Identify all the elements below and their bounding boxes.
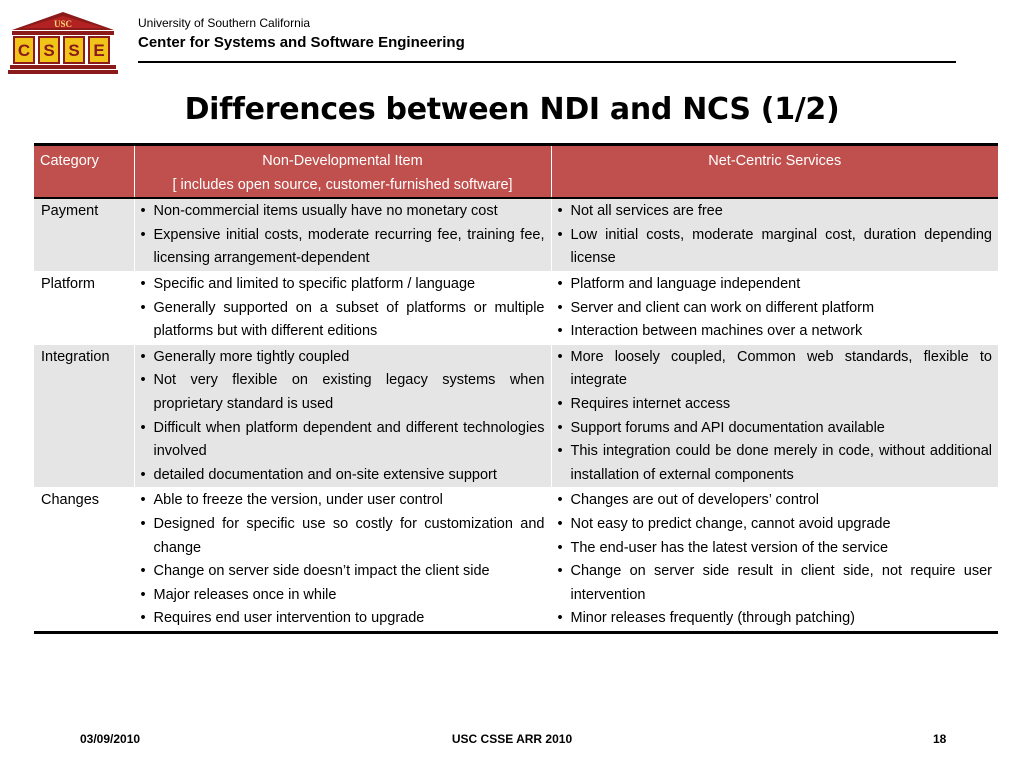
header-ncs: Net-Centric Services xyxy=(551,145,998,199)
ncs-cell xyxy=(551,271,998,344)
category-cell: Payment xyxy=(41,203,99,220)
svg-text:E: E xyxy=(93,41,105,60)
ncs-bullet-list xyxy=(558,200,993,271)
bullet-item: • Not all services are free xyxy=(558,200,993,224)
table-row xyxy=(34,488,998,633)
ndi-bullet-list xyxy=(141,200,545,271)
ncs-cell xyxy=(551,488,998,633)
slide-title: Differences between NDI and NCS (1/2) xyxy=(184,92,840,127)
footer-page-number: 18 xyxy=(933,732,947,746)
footer-title: USC CSSE ARR 2010 xyxy=(451,732,573,746)
bullet-item: • Designed for specific use so costly for customization and change xyxy=(141,513,545,560)
header-ndi-line2: [ includes open source, customer-furnished software] xyxy=(172,176,513,193)
ncs-cell xyxy=(551,344,998,488)
header-category: Category xyxy=(40,153,99,169)
bullet-item: • detailed documentation and on-site extensive support xyxy=(141,464,545,488)
bullet-item: • Non-commercial items usually have no monetary cost xyxy=(141,200,545,224)
university-name: University of Southern California xyxy=(138,16,311,30)
bullet-item: • Support forums and API documentation available xyxy=(558,417,993,441)
ncs-bullet-list xyxy=(558,489,993,631)
svg-text:S: S xyxy=(68,41,80,60)
header xyxy=(138,16,465,51)
bullet-item: • This integration could be done merely in code, without additional installation of external components xyxy=(558,440,993,487)
ndi-bullet-list xyxy=(141,489,545,631)
bullet-item: • Expensive initial costs, moderate recurring fee, training fee, licensing arrangement-dependent xyxy=(141,224,545,271)
category-cell: Integration xyxy=(41,348,110,365)
bullet-item: • Generally more tightly coupled xyxy=(141,346,545,370)
ndi-bullet-list xyxy=(141,273,545,344)
table-row xyxy=(34,198,998,271)
center-name: Center for Systems and Software Engineering xyxy=(138,34,465,51)
svg-text:USC: USC xyxy=(53,19,73,29)
svg-text:S: S xyxy=(43,41,55,60)
table-row xyxy=(34,344,998,488)
ndi-cell xyxy=(134,488,551,633)
bullet-item: • Minor releases frequently (through patching) xyxy=(558,607,993,631)
bullet-item: • Specific and limited to specific platform / language xyxy=(141,273,545,297)
ndi-cell xyxy=(134,271,551,344)
category-cell: Platform xyxy=(41,275,95,292)
csse-logo xyxy=(8,10,118,76)
bullet-item: • Requires end user intervention to upgrade xyxy=(141,607,545,631)
category-cell: Changes xyxy=(41,492,100,509)
ndi-cell xyxy=(134,344,551,488)
bullet-item: • Interaction between machines over a network xyxy=(558,320,993,344)
bullet-item: • Change on server side doesn’t impact the client side xyxy=(141,560,545,584)
bullet-item: • Major releases once in while xyxy=(141,584,545,608)
bullet-item: • Change on server side result in client side, not require user intervention xyxy=(558,560,993,607)
table-header-row xyxy=(34,145,998,199)
ncs-bullet-list xyxy=(558,273,993,344)
bullet-item: • More loosely coupled, Common web standards, flexible to integrate xyxy=(558,346,993,393)
bullet-item: • Low initial costs, moderate marginal cost, duration depending license xyxy=(558,224,993,271)
svg-text:C: C xyxy=(17,41,31,60)
header-ndi-line1: Non-Developmental Item xyxy=(262,153,423,169)
bullet-item: • Not easy to predict change, cannot avoid upgrade xyxy=(558,513,993,537)
bullet-item: • Platform and language independent xyxy=(558,273,993,297)
bullet-item: • Requires internet access xyxy=(558,393,993,417)
bullet-item: • Server and client can work on different platform xyxy=(558,297,993,321)
ndi-cell xyxy=(134,198,551,271)
bullet-item: • Generally supported on a subset of platforms or multiple platforms but with different editions xyxy=(141,297,545,344)
header-ndi xyxy=(134,145,551,199)
bullet-item: • Difficult when platform dependent and different technologies involved xyxy=(141,417,545,464)
comparison-table xyxy=(34,143,998,634)
ncs-bullet-list xyxy=(558,346,993,488)
bullet-item: • Able to freeze the version, under user control xyxy=(141,489,545,513)
bullet-item: • Not very flexible on existing legacy systems when proprietary standard is used xyxy=(141,369,545,416)
ncs-cell xyxy=(551,198,998,271)
bullet-item: • Changes are out of developers’ control xyxy=(558,489,993,513)
bullet-item: • The end-user has the latest version of the service xyxy=(558,537,993,561)
table-row xyxy=(34,271,998,344)
ndi-bullet-list xyxy=(141,346,545,488)
footer-date: 03/09/2010 xyxy=(80,732,141,746)
header-divider xyxy=(138,61,956,63)
